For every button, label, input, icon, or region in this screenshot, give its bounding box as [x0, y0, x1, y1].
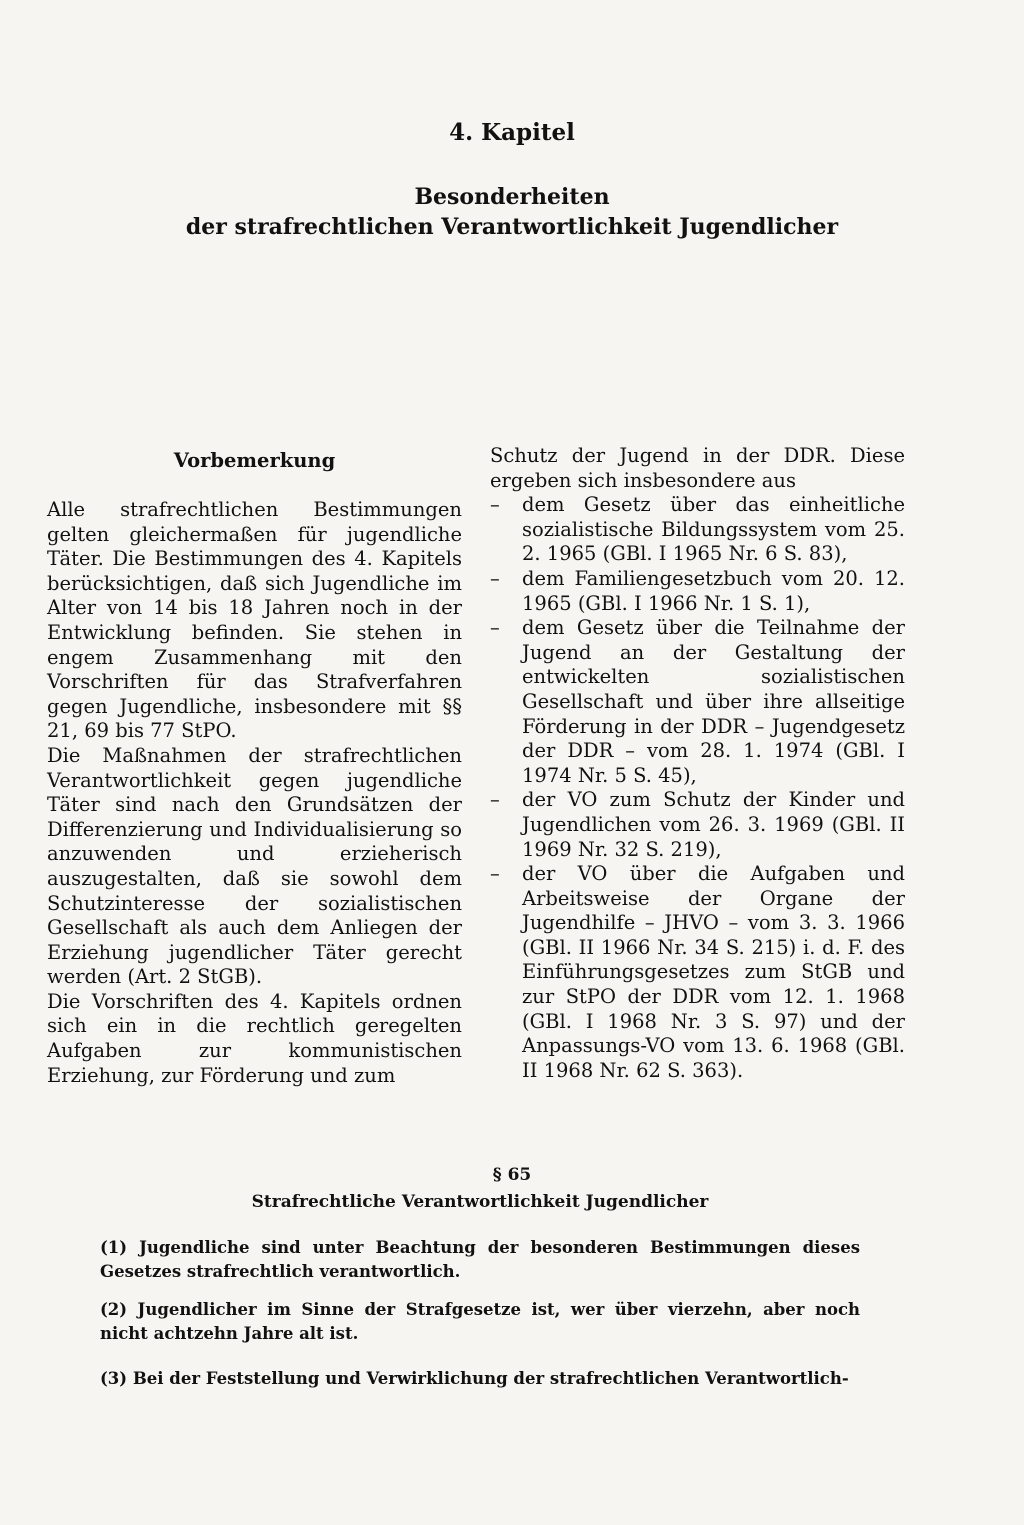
dash-marker: –	[490, 616, 500, 640]
source-list	[490, 493, 905, 1083]
dash-marker: –	[490, 493, 500, 517]
preface-paragraph-2: Die Maßnahmen der strafrechtlichen Verantwortlichkeit gegen jugendliche Täter sind nach den Grundsätzen der Differenzierung und Individualisierung so anzuwenden und erzieherisch auszugestalten, daß sie sowohl dem Schutzinteresse der sozialistischen Gesellschaft als auch dem Anliegen der Erziehung jugendlicher Täter gerecht werden (Art. 2 StGB).	[47, 743, 462, 989]
section-paragraph-3: (3) Bei der Feststellung und Verwirklichung der strafrechtlichen Verantwortlich-	[100, 1369, 849, 1388]
chapter-title-line-1: Besonderheiten	[414, 184, 610, 210]
list-item-text: dem Gesetz über das einheitliche sozialistische Bildungssystem vom 25. 2. 1965 (GBl. I 1965 Nr. 6 S. 83),	[522, 493, 905, 566]
list-item-text: dem Gesetz über die Teilnahme der Jugend an der Gestaltung der entwickelten sozialistischen Gesellschaft und über ihre allseitige Förderung in der DDR – Jugendgesetz der DDR – vom 28. 1. 1974 (GBl. I 1974 Nr. 5 S. 45),	[522, 616, 905, 787]
chapter-title	[0, 182, 1024, 242]
section-number: § 65	[492, 1165, 532, 1185]
dash-marker: –	[490, 566, 500, 590]
chapter-title-line-2: der strafrechtlichen Verantwortlichkeit Jugendlicher	[185, 214, 839, 240]
list-item	[490, 567, 905, 616]
preface-paragraph-3: Die Vorschriften des 4. Kapitels ordnen sich ein in die rechtlich geregelten Aufgaben zur kommunistischen Erziehung, zur Förderung und zum	[47, 989, 462, 1087]
list-item-text: der VO zum Schutz der Kinder und Jugendlichen vom 26. 3. 1969 (GBl. II 1969 Nr. 32 S. 219),	[522, 788, 905, 861]
list-item	[490, 616, 905, 788]
list-item-text: dem Familiengesetzbuch vom 20. 12. 1965 (GBl. I 1966 Nr. 1 S. 1),	[522, 566, 905, 615]
preface-paragraph-3-continued: Schutz der Jugend in der DDR. Diese ergeben sich insbesondere aus	[490, 444, 905, 492]
dash-marker: –	[490, 862, 500, 886]
chapter-heading: 4. Kapitel	[449, 119, 575, 146]
dash-marker: –	[490, 788, 500, 812]
section-paragraph-1: (1) Jugendliche sind unter Beachtung der besonderen Bestimmungen dieses Gesetzes strafrechtlich verantwortlich.	[100, 1238, 860, 1281]
preface-paragraph-1: Alle strafrechtlichen Bestimmungen gelten gleichermaßen für jugendliche Täter. Die Bestimmungen des 4. Kapitels berücksichtigen, daß sich Jugendliche im Alter von 14 bis 18 Jahren noch in der Entwicklung befinden. Sie stehen in engem Zusammenhang mit den Vorschriften für das Strafverfahren gegen Jugendliche, insbesondere mit §§ 21, 69 bis 77 StPO.	[47, 498, 462, 743]
left-column	[47, 449, 462, 1088]
right-column	[490, 444, 905, 1083]
section-paragraph-2: (2) Jugendlicher im Sinne der Strafgesetze ist, wer über vierzehn, aber noch nicht achtzehn Jahre alt ist.	[100, 1300, 860, 1343]
list-item	[490, 788, 905, 862]
section-title: Strafrechtliche Verantwortlichkeit Jugendlicher	[251, 1192, 709, 1212]
list-item	[490, 862, 905, 1083]
list-item	[490, 493, 905, 567]
list-item-text: der VO über die Aufgaben und Arbeitsweise der Organe der Jugendhilfe – JHVO – vom 3. 3. 1966 (GBl. II 1966 Nr. 34 S. 215) i. d. F. des Einführungsgesetzes zum StGB und zur StPO der DDR vom 12. 1. 1968 (GBl. I 1968 Nr. 3 S. 97) und der Anpassungs-VO vom 13. 6. 1968 (GBl. II 1968 Nr. 62 S. 363).	[522, 862, 905, 1082]
preface-heading: Vorbemerkung	[173, 449, 336, 472]
